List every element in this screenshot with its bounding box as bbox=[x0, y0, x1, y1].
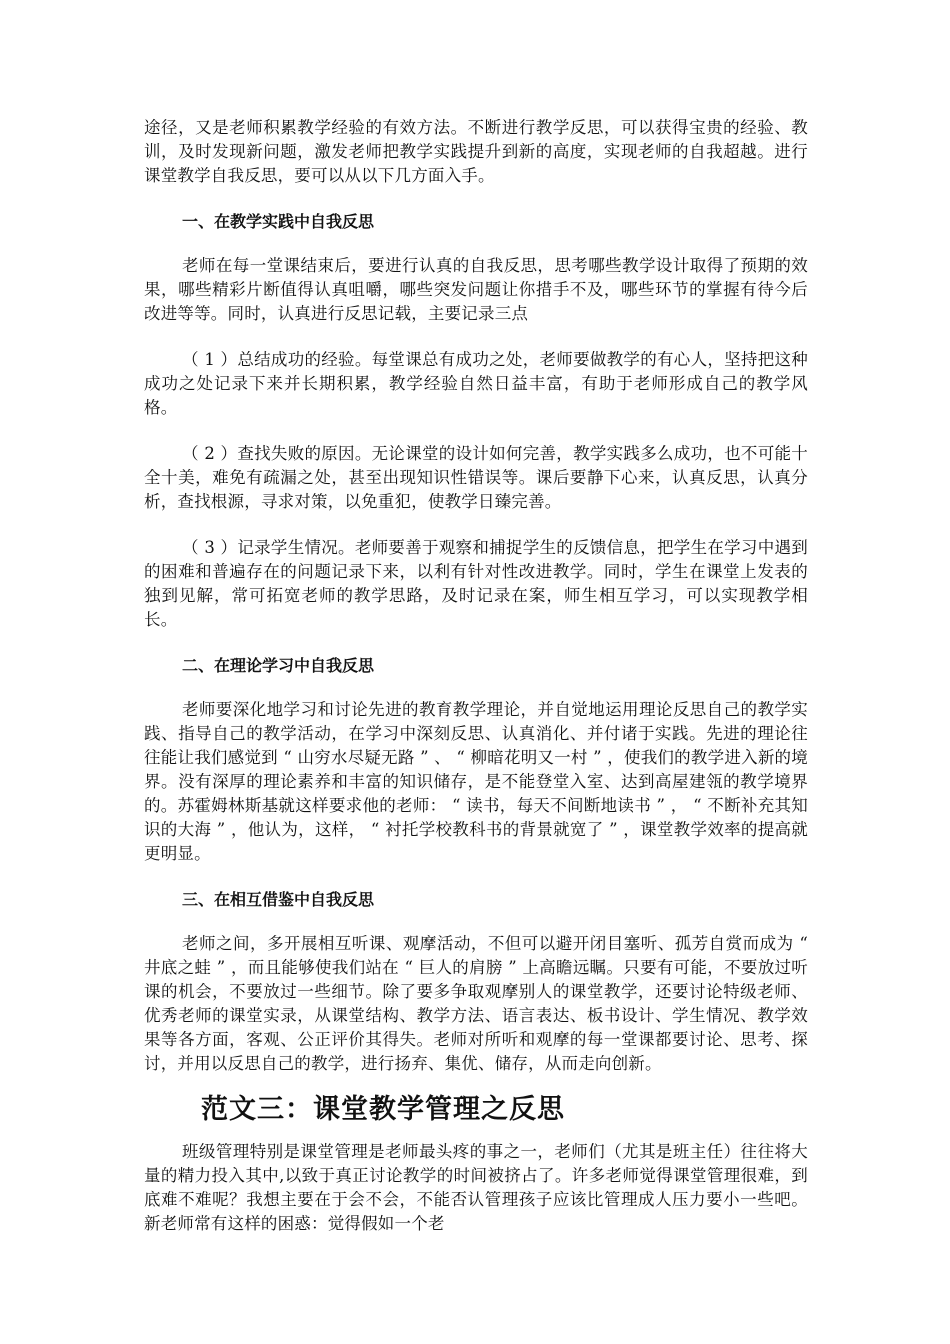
list-item-3: （ 3 ）记录学生情况。老师要善于观察和捕捉学生的反馈信息，把学生在学习中遇到的困难和普遍存在的问题记录下来，以利有针对性改进教学。同时，学生在课堂上发表的独到见解，常可拓宽老师的教学思路，及时记录在案，师生相互学习，可以实现教学相长。 bbox=[144, 538, 808, 629]
list-item-2: （ 2 ）查找失败的原因。无论课堂的设计如何完善，教学实践多么成功，也不可能十全十美，难免有疏漏之处，甚至出现知识性错误等。课后要静下心来，认真反思，认真分析，查找根源，寻求对策，以免重犯，使教学日臻完善。 bbox=[144, 444, 808, 511]
section-heading-3: 三、在相互借鉴中自我反思 bbox=[182, 890, 375, 909]
essay3-paragraph: 班级管理特别是课堂管理是老师最头疼的事之一，老师们（尤其是班主任）往往将大量的精力投入其中,以致于真正讨论教学的时间被挤占了。许多老师觉得课堂管理很难，到底难不难呢？我想主要在于会不会，不能否认管理孩子应该比管理成人压力要小一些吧。 新老师常有这样的困惑：觉得假如一个老 bbox=[144, 1142, 808, 1233]
section2-paragraph: 老师要深化地学习和讨论先进的教育教学理论，并自觉地运用理论反思自己的教学实践、指导自己的教学活动，在学习中深刻反思、认真消化、并付诸于实践。先进的理论往往能让我们感觉到 “ 山穷水尽疑无路 ” 、 “ 柳暗花明又一村 ” ，使我们的教学进入新的境界。没有深厚的理论素养和丰富的知识储存，是不能登堂入室、达到高屋建瓴的教学境界的。苏霍姆林斯基就这样要求他的老师： “ 读书，每天不间断地读书 ” ， “ 不断补充其知识的大海 ” ，他认为，这样， “ 衬托学校教科书的背景就宽了 ” ，课堂教学效率的提高就更明显。 bbox=[144, 700, 808, 863]
essay-title: 范文三：课堂教学管理之反思 bbox=[201, 1094, 565, 1125]
section3-paragraph: 老师之间，多开展相互听课、观摩活动，不但可以避开闭目塞听、孤芳自赏而成为 “ 井底之蛙 ” ，而且能够使我们站在 “ 巨人的肩膀 ” 上高瞻远瞩。只要有可能，不要放过听课的机会，不要放过一些细节。除了要多争取观摩别人的课堂教学，还要讨论特级老师、优秀老师的课堂实录，从课堂结构、教学方法、语言表达、板书设计、学生情况、教学效果等各方面，客观、公正评价其得失。老师对所听和观摩的每一堂课都要讨论、思考、探讨，并用以反思自己的教学，进行扬弃、集优、储存，从而走向创新。 bbox=[144, 934, 808, 1073]
list-item-1: （ 1 ）总结成功的经验。每堂课总有成功之处，老师要做教学的有心人，坚持把这种成功之处记录下来并长期积累，教学经验自然日益丰富，有助于老师形成自己的教学风格。 bbox=[144, 350, 808, 417]
section-heading-1: 一、在教学实践中自我反思 bbox=[182, 212, 375, 231]
document-body bbox=[144, 116, 808, 1236]
section-heading-2: 二、在理论学习中自我反思 bbox=[182, 656, 375, 675]
intro-paragraph: 途径，又是老师积累教学经验的有效方法。不断进行教学反思，可以获得宝贵的经验、教训，及时发现新问题，激发老师把教学实践提升到新的高度，实现老师的自我超越。进行课堂教学自我反思，要可以从以下几方面入手。 bbox=[144, 118, 808, 185]
section1-paragraph: 老师在每一堂课结束后，要进行认真的自我反思，思考哪些教学设计取得了预期的效果，哪些精彩片断值得认真咀嚼，哪些突发问题让你措手不及，哪些环节的掌握有待今后改进等等。同时，认真进行反思记载，主要记录三点 bbox=[144, 256, 808, 323]
